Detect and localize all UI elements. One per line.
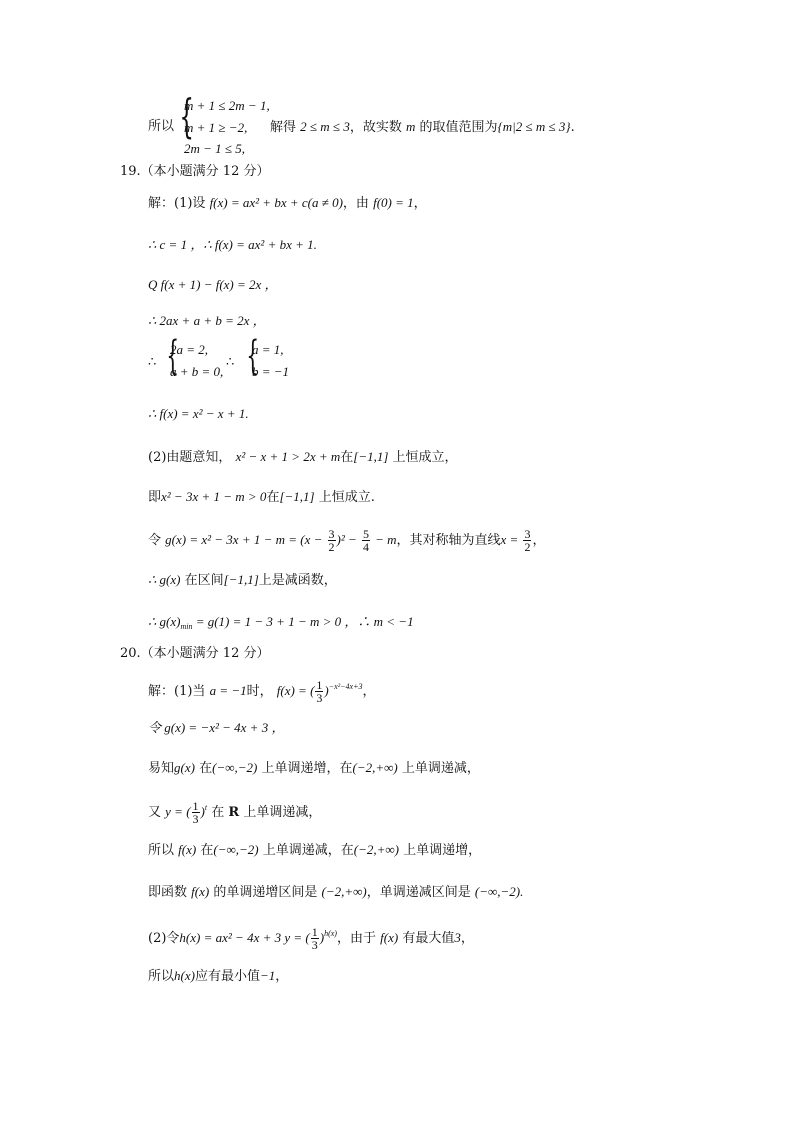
math: 3 <box>454 930 461 945</box>
text: 令 <box>148 533 162 548</box>
p18-sys-row-2: m + 1 ≥ −2, <box>184 120 248 135</box>
math: h(x) <box>174 968 195 983</box>
text: 的单调递增区间是 <box>213 885 318 900</box>
text: . <box>570 120 575 135</box>
text: 在 <box>199 761 213 776</box>
fraction-denominator: 3 <box>311 938 318 952</box>
text: 上单调递减， <box>401 761 480 776</box>
text: 上是减函数， <box>258 573 337 588</box>
text: 在 <box>266 490 280 505</box>
text: 在 <box>200 843 214 858</box>
text: 的取值范围为 <box>419 120 498 135</box>
q19-sys2-row-1: a = 1, <box>252 342 284 357</box>
q20-line-5 <box>148 842 481 859</box>
math: [−1,1] <box>353 449 389 464</box>
math: (−2,+∞) <box>352 760 398 775</box>
text: ，故实数 <box>349 120 402 135</box>
q20-heading: 20.（本小题满分 12 分） <box>120 646 270 661</box>
q19-line-10 <box>148 572 337 589</box>
text: ，由于 <box>336 931 376 946</box>
math: y = ( <box>165 804 191 819</box>
math: ) <box>319 930 325 945</box>
text: (2)由题意知， <box>148 450 232 465</box>
q19-line-9 <box>148 528 545 553</box>
text: 所以 <box>148 843 175 858</box>
math: ∴ g(x) <box>148 614 181 629</box>
math: [−1,1] <box>279 489 315 504</box>
math: ∴ g(x) <box>148 572 181 587</box>
fraction-numerator: 1 <box>316 678 323 692</box>
q19-line-1 <box>148 195 427 212</box>
q20-line-1 <box>148 679 375 704</box>
q19-line-8 <box>148 489 375 506</box>
text: 上恒成立. <box>318 490 375 505</box>
fraction <box>523 528 531 553</box>
q19-sys1-row-1: 2a = 2, <box>170 342 209 357</box>
text: ， <box>275 969 289 984</box>
math: (−2,+∞) <box>321 884 367 899</box>
math: (−∞,−2). <box>474 884 524 899</box>
math: ) <box>324 683 329 698</box>
math: f(x) <box>191 884 210 899</box>
math: f(x) = ax² + bx + c(a ≠ 0) <box>209 195 343 210</box>
math: f(x) <box>380 930 399 945</box>
text: ， <box>532 533 546 548</box>
q19-line-2: ∴ c = 1 ，∴ f(x) = ax² + bx + 1. <box>148 237 317 252</box>
superscript: h(x) <box>324 929 337 938</box>
q19-brace-1: { <box>166 333 180 379</box>
q19-line-3: Q f(x + 1) − f(x) = 2x ， <box>148 277 278 292</box>
q19-sys1-row-2: a + b = 0, <box>170 364 224 379</box>
text: ， <box>362 684 376 699</box>
math: = g(1) = 1 − 3 + 1 − m > 0 ，∴ m < −1 <box>192 614 414 629</box>
math: f(0) = 1 <box>373 195 414 210</box>
q19-line-6: ∴ f(x) = x² − x + 1. <box>148 406 249 421</box>
math: 2 ≤ m ≤ 3 <box>300 119 350 134</box>
text: 即函数 <box>148 885 188 900</box>
fraction-denominator: 3 <box>192 812 199 826</box>
math: h(x) = ax² − 4x + 3 y = ( <box>179 930 310 945</box>
text: 应有最小值 <box>194 969 260 984</box>
q20-line-7 <box>148 926 474 951</box>
text: 在 <box>211 805 225 820</box>
math: [−1,1] <box>223 572 259 587</box>
math: − m <box>375 532 397 547</box>
fraction <box>362 528 370 553</box>
superscript: t <box>204 803 208 812</box>
text: 上单调递减， <box>243 805 322 820</box>
subscript: min <box>180 622 193 631</box>
q19-therefore-2: ∴ <box>226 355 235 370</box>
text: 时， <box>246 684 273 699</box>
p18-sys-row-3: 2m − 1 ≤ 5, <box>184 141 246 156</box>
text: 在区间 <box>184 573 224 588</box>
text: ，其对称轴为直线 <box>396 533 501 548</box>
math-bold: R <box>228 805 240 820</box>
fraction-denominator: 2 <box>328 540 335 554</box>
math: m <box>405 119 416 134</box>
math: f(x) = ( <box>276 683 315 698</box>
p18-sys-row-1: m + 1 ≤ 2m − 1, <box>184 98 270 113</box>
text: 上恒成立， <box>392 450 458 465</box>
fraction <box>315 679 323 704</box>
q19-brace-2: { <box>246 333 260 379</box>
text: 即 <box>148 490 162 505</box>
math: (−∞,−2) <box>212 760 258 775</box>
q20-line-4 <box>148 800 321 825</box>
fraction <box>192 800 200 825</box>
text: 解：(1)当 <box>148 684 206 699</box>
text: 上单调递增，在 <box>261 761 353 776</box>
q19-line-7 <box>148 449 458 466</box>
fraction <box>311 926 319 951</box>
math: )² − <box>336 532 357 547</box>
q20-line-3 <box>148 760 480 777</box>
math: x² − 3x + 1 − m > 0 <box>161 489 267 504</box>
text: 所以 <box>148 969 175 984</box>
math: a = −1 <box>209 683 247 698</box>
math: (−∞,−2) <box>213 842 259 857</box>
text: ，单调递减区间是 <box>366 885 471 900</box>
math: x = <box>500 532 519 547</box>
text: 解得 <box>270 120 297 135</box>
fraction-numerator: 1 <box>192 799 199 813</box>
q19-heading: 19.（本小题满分 12 分） <box>120 164 270 179</box>
math: −1 <box>259 968 276 983</box>
q19-line-11 <box>148 614 414 631</box>
text: 上单调递减，在 <box>262 843 354 858</box>
q19-sys2-row-2: b = −1 <box>252 364 290 379</box>
fraction-denominator: 3 <box>316 691 323 705</box>
p18-prefix: 所以 <box>148 119 175 134</box>
text: (2)令 <box>148 931 180 946</box>
fraction-numerator: 1 <box>311 925 318 939</box>
fraction <box>328 528 336 553</box>
q19-line-4: ∴ 2ax + a + b = 2x ， <box>148 313 266 328</box>
p18-brace: { <box>179 89 194 143</box>
q20-line-2: 令 g(x) = −x² − 4x + 3 ， <box>148 720 285 735</box>
math: {m|2 ≤ m ≤ 3} <box>497 119 571 134</box>
text: ， <box>460 931 474 946</box>
fraction-numerator: 3 <box>524 527 531 541</box>
text: 易知 <box>148 761 175 776</box>
text: 又 <box>148 805 162 820</box>
q20-line-8 <box>148 968 288 985</box>
text: 有最大值 <box>402 931 455 946</box>
text: 解：(1)设 <box>148 196 206 211</box>
text: ， <box>413 196 427 211</box>
fraction-numerator: 3 <box>328 527 335 541</box>
p18-conclusion <box>270 119 575 136</box>
superscript: −x²−4x+3 <box>328 682 363 691</box>
q19-therefore-1: ∴ <box>148 355 157 370</box>
math: g(x) = x² − 3x + 1 − m = (x − <box>165 532 323 547</box>
text: 上单调递增， <box>403 843 482 858</box>
text: 在 <box>340 450 354 465</box>
q20-line-6 <box>148 884 523 901</box>
text: ，由 <box>342 196 369 211</box>
math: g(x) <box>174 760 195 775</box>
math: (−2,+∞) <box>353 842 399 857</box>
math: x² − x + 1 > 2x + m <box>235 449 341 464</box>
math: ) <box>200 804 205 819</box>
math: f(x) <box>178 842 197 857</box>
fraction-denominator: 4 <box>362 540 369 554</box>
fraction-denominator: 2 <box>524 540 531 554</box>
fraction-numerator: 5 <box>362 527 369 541</box>
